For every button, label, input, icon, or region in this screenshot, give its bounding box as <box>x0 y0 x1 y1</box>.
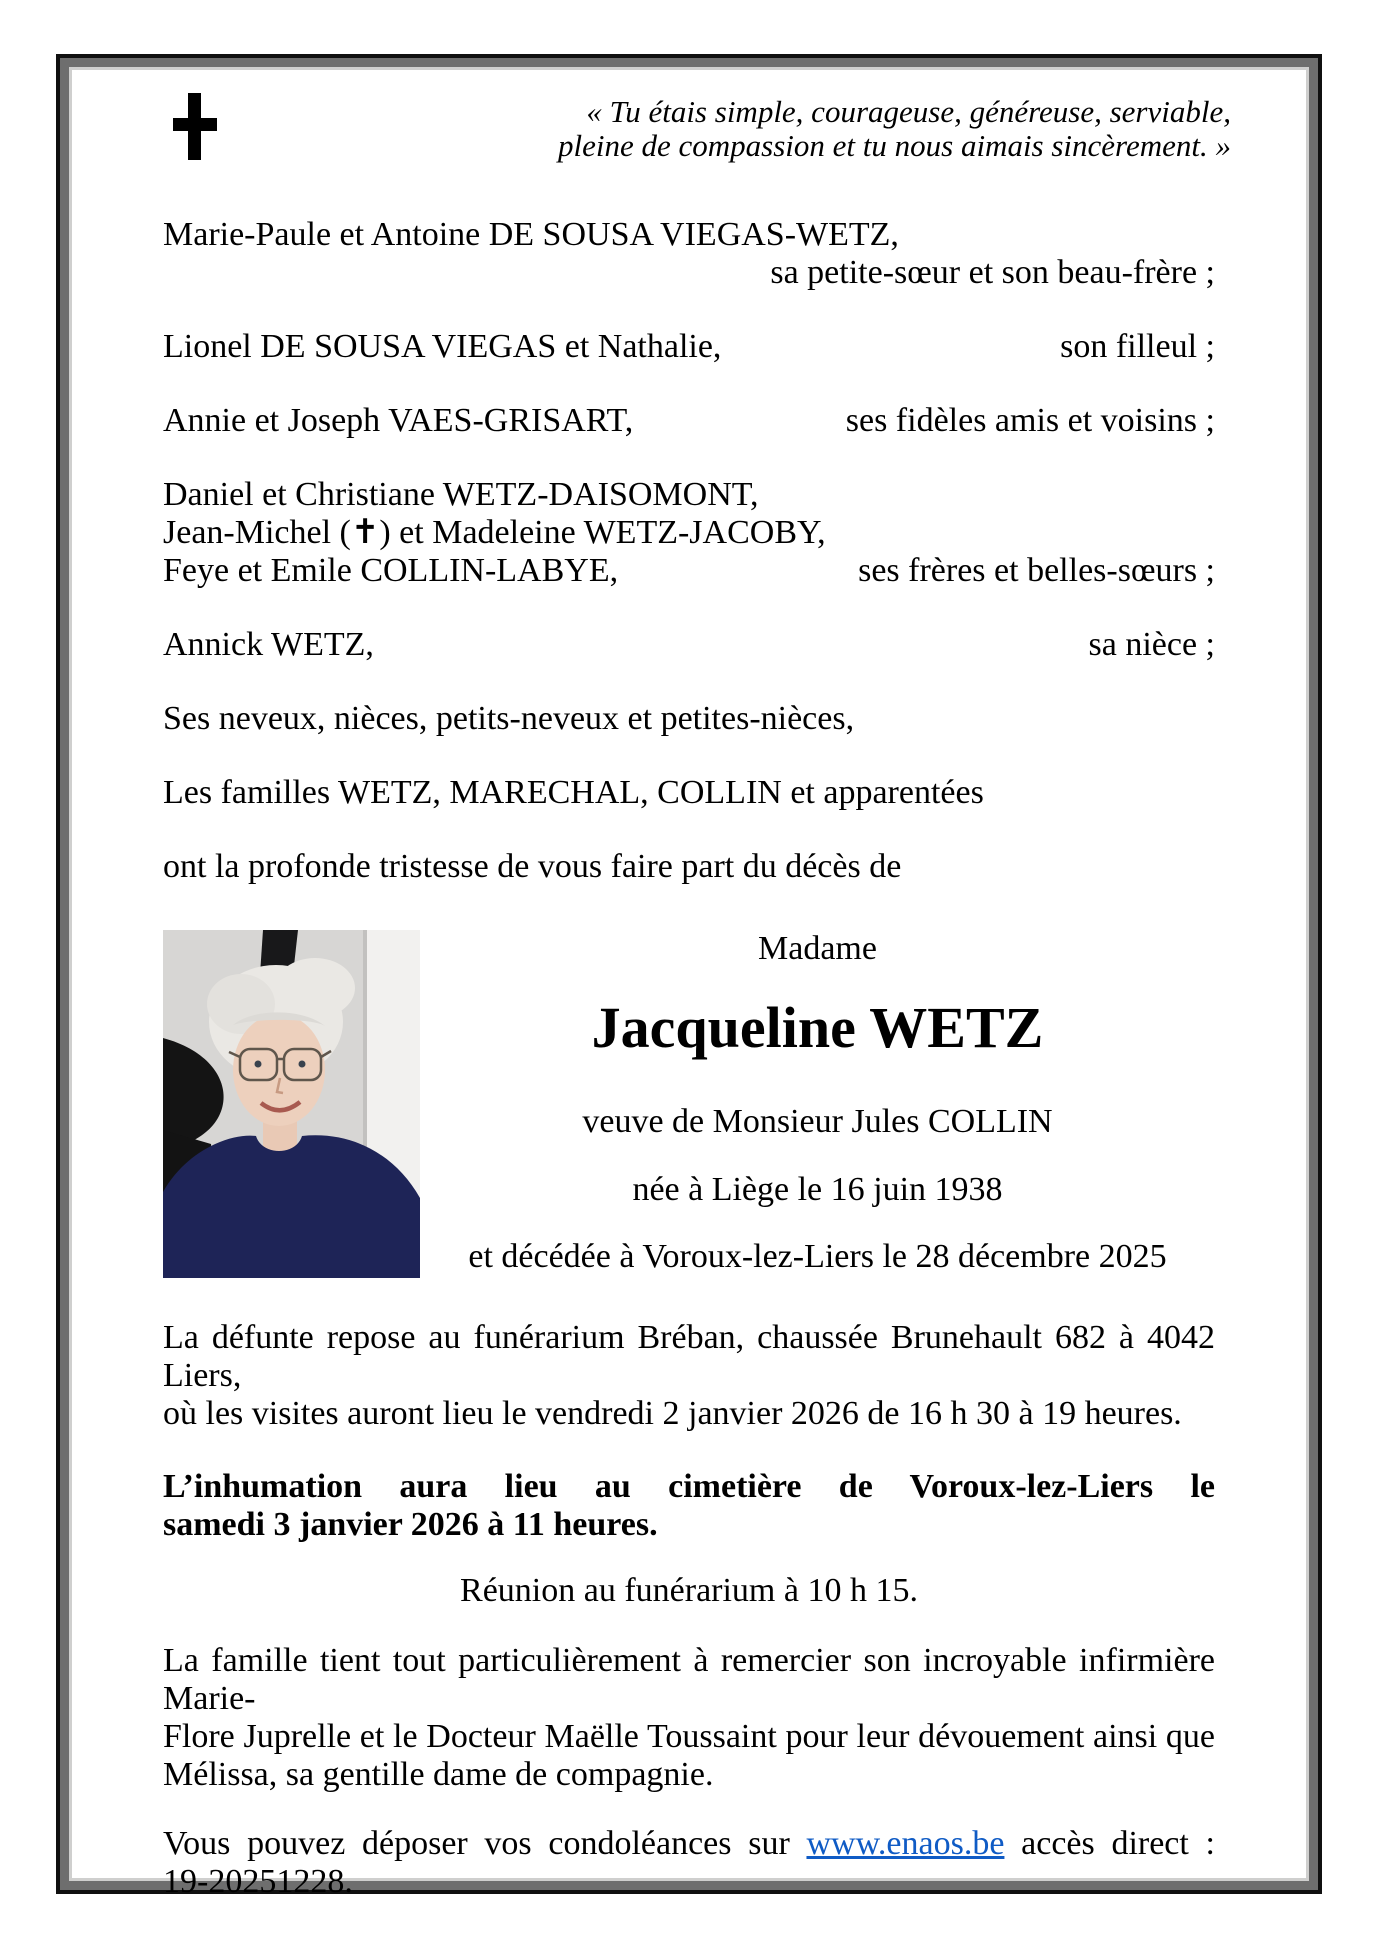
memorial-quote <box>163 95 1231 163</box>
relative-relation: sa nièce ; <box>1088 626 1215 663</box>
relative-relation: sa petite-sœur et son beau-frère ; <box>770 254 1215 291</box>
deceased-title: Madame <box>758 930 877 967</box>
inhumation-paragraph <box>163 1468 1215 1544</box>
condolences-paragraph <box>163 1825 1215 1901</box>
relative-name: Daniel et Christiane WETZ-DAISOMONT, <box>163 476 759 513</box>
latin-cross-icon <box>173 93 217 160</box>
relative-name: Lionel DE SOUSA VIEGAS et Nathalie, <box>163 328 722 365</box>
relatives-nephews-line: Ses neveux, nièces, petits-neveux et petites-nièces, <box>163 700 855 737</box>
repose-line-1: La défunte repose au funérarium Bréban, chaussée Brunehault 682 à 4042 Liers, <box>163 1319 1215 1394</box>
relative-name: Annick WETZ, <box>163 626 374 663</box>
frame-mid-band <box>60 58 1318 1900</box>
relative-name: Annie et Joseph VAES-GRISART, <box>163 402 634 439</box>
inhumation-line-1: L’inhumation aura lieu au cimetière de Voroux-lez-Liers le <box>163 1468 1215 1505</box>
relative-name: Marie-Paule et Antoine DE SOUSA VIEGAS-WETZ, <box>163 216 899 253</box>
announcement-card <box>72 70 1306 1900</box>
cross-horizontal-bar <box>173 118 217 131</box>
deceased-name: Jacqueline WETZ <box>591 995 1044 1060</box>
deceased-widow-line: veuve de Monsieur Jules COLLIN <box>582 1103 1053 1140</box>
quote-line-1: « Tu étais simple, courageuse, généreuse, serviable, <box>586 94 1231 129</box>
condolences-reference: 19-20251228. <box>163 1863 353 1900</box>
deceased-death-line: et décédée à Voroux-lez-Liers le 28 décembre 2025 <box>468 1238 1167 1275</box>
condolences-text-before: Vous pouvez déposer vos condoléances sur <box>163 1825 807 1862</box>
quote-line-2: pleine de compassion et tu nous aimais sincèrement. » <box>558 128 1231 163</box>
relative-relation: son filleul ; <box>1060 328 1215 365</box>
thanks-line-3: Mélissa, sa gentille dame de compagnie. <box>163 1756 714 1793</box>
relatives-families-line: Les familles WETZ, MARECHAL, COLLIN et apparentées <box>163 774 984 811</box>
deceased-birth-line: née à Liège le 16 juin 1938 <box>632 1171 1003 1208</box>
relative-entry <box>163 216 1215 292</box>
relative-entry <box>163 476 1215 590</box>
relative-name: Feye et Emile COLLIN-LABYE, <box>163 552 619 589</box>
relative-entry <box>163 402 1215 440</box>
announcement-intro-line: ont la profonde tristesse de vous faire part du décès de <box>163 848 902 885</box>
page-frame <box>56 54 1322 1900</box>
thanks-line-2: Flore Juprelle et le Docteur Maëlle Toussaint pour leur dévouement ainsi que <box>163 1718 1215 1755</box>
relative-relation: ses fidèles amis et voisins ; <box>845 402 1215 439</box>
condolences-text-after: accès direct : <box>1004 1825 1215 1862</box>
portrait-photo <box>163 930 420 1278</box>
relative-entry <box>163 328 1215 366</box>
frame-inner-band <box>69 67 1309 1900</box>
deceased-section <box>163 930 1215 1276</box>
relative-name: Jean-Michel (✝) et Madeleine WETZ-JACOBY, <box>163 514 826 551</box>
relative-relation: ses frères et belles-sœurs ; <box>858 552 1215 589</box>
relative-entry <box>163 626 1215 664</box>
inhumation-line-2: samedi 3 janvier 2026 à 11 heures. <box>163 1506 658 1543</box>
repose-line-2: où les visites auront lieu le vendredi 2 janvier 2026 de 16 h 30 à 19 heures. <box>163 1395 1182 1432</box>
enaos-link[interactable]: www.enaos.be <box>806 1825 1005 1862</box>
relatives-list <box>163 216 1215 886</box>
reunion-line: Réunion au funérarium à 10 h 15. <box>460 1572 918 1609</box>
repose-paragraph <box>163 1319 1215 1433</box>
thanks-line-1: La famille tient tout particulièrement à remercier son incroyable infirmière Marie- <box>163 1642 1215 1717</box>
thanks-paragraph <box>163 1642 1215 1794</box>
